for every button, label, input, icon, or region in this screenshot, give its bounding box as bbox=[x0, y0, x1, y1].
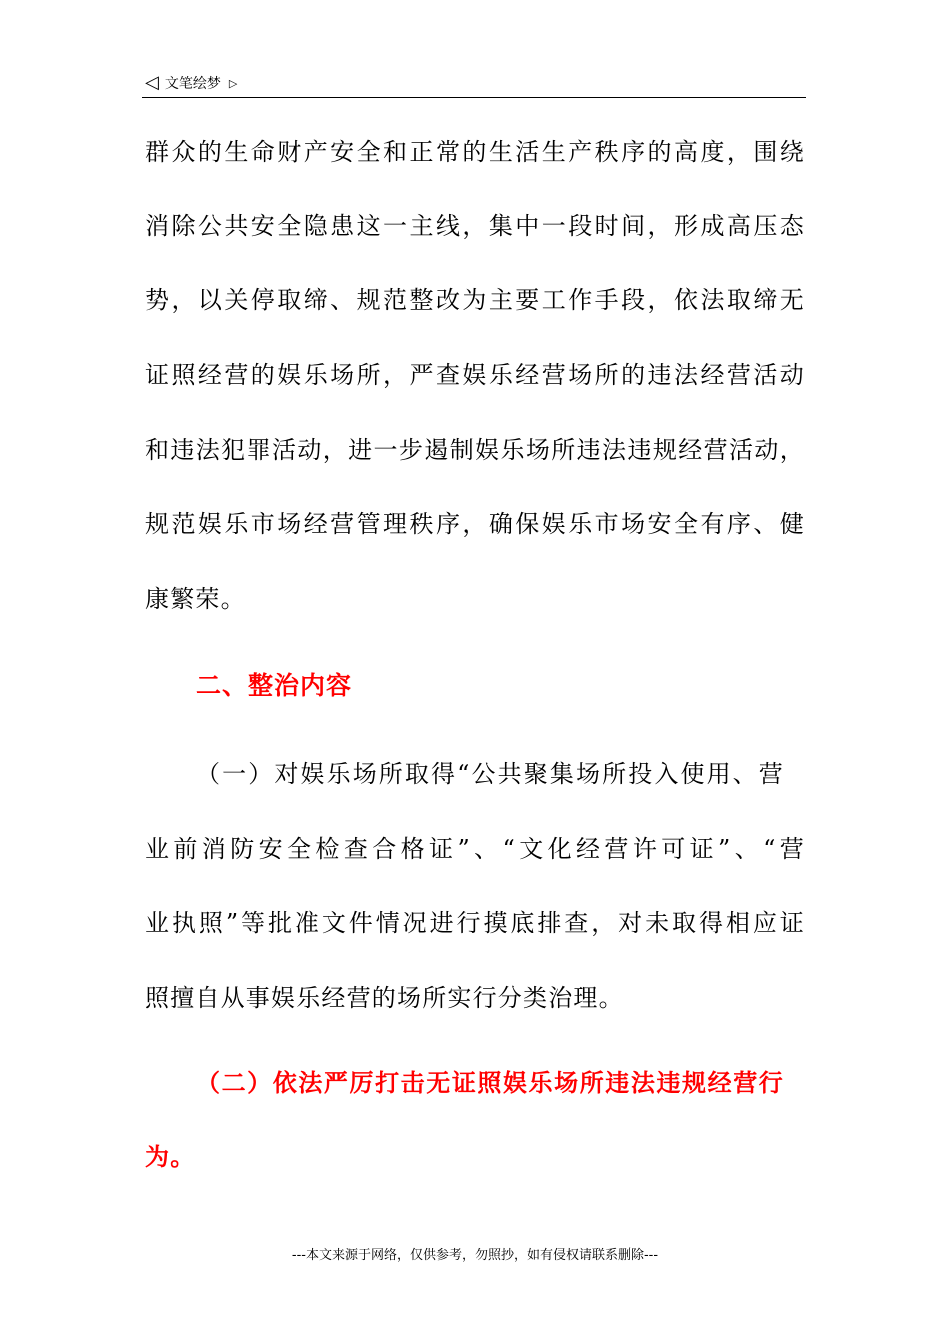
header-title: 文笔绘梦 bbox=[164, 76, 221, 92]
paragraph-line: 业前消防安全检查合格证”、“文化经营许可证”、“营 bbox=[145, 835, 805, 863]
triangle-left-icon: ◁ bbox=[145, 72, 159, 93]
paragraph-line: 和违法犯罪活动，进一步遏制娱乐场所违法违规经营活动， bbox=[145, 436, 805, 464]
paragraph-line: 消除公共安全隐患这一主线，集中一段时间，形成高压态 bbox=[145, 212, 805, 240]
paragraph-line: 群众的生命财产安全和正常的生活生产秩序的高度，围绕 bbox=[145, 138, 805, 166]
red-subheading-line: 为。 bbox=[145, 1142, 196, 1171]
paragraph-line: （一）对娱乐场所取得“公共聚集场所投入使用、营 bbox=[196, 760, 784, 788]
header-rule bbox=[142, 97, 806, 98]
red-subheading-line: （二）依法严厉打击无证照娱乐场所违法违规经营行 bbox=[196, 1068, 784, 1097]
triangle-right-icon: ▷ bbox=[228, 76, 238, 90]
paragraph-line: 规范娱乐市场经营管理秩序，确保娱乐市场安全有序、健 bbox=[145, 510, 805, 538]
page-header bbox=[145, 72, 237, 94]
paragraph-line: 势，以关停取缔、规范整改为主要工作手段，依法取缔无 bbox=[145, 286, 805, 314]
section-heading: 二、整治内容 bbox=[196, 671, 353, 700]
paragraph-line: 证照经营的娱乐场所，严查娱乐经营场所的违法经营活动 bbox=[145, 361, 805, 389]
paragraph-line: 康繁荣。 bbox=[145, 585, 246, 613]
paragraph-line: 业执照”等批准文件情况进行摸底排查，对未取得相应证 bbox=[145, 909, 805, 937]
footer-notice: ---本文来源于网络，仅供参考，勿照抄，如有侵权请联系删除--- bbox=[291, 1248, 659, 1263]
paragraph-line: 照擅自从事娱乐经营的场所实行分类治理。 bbox=[145, 984, 624, 1012]
